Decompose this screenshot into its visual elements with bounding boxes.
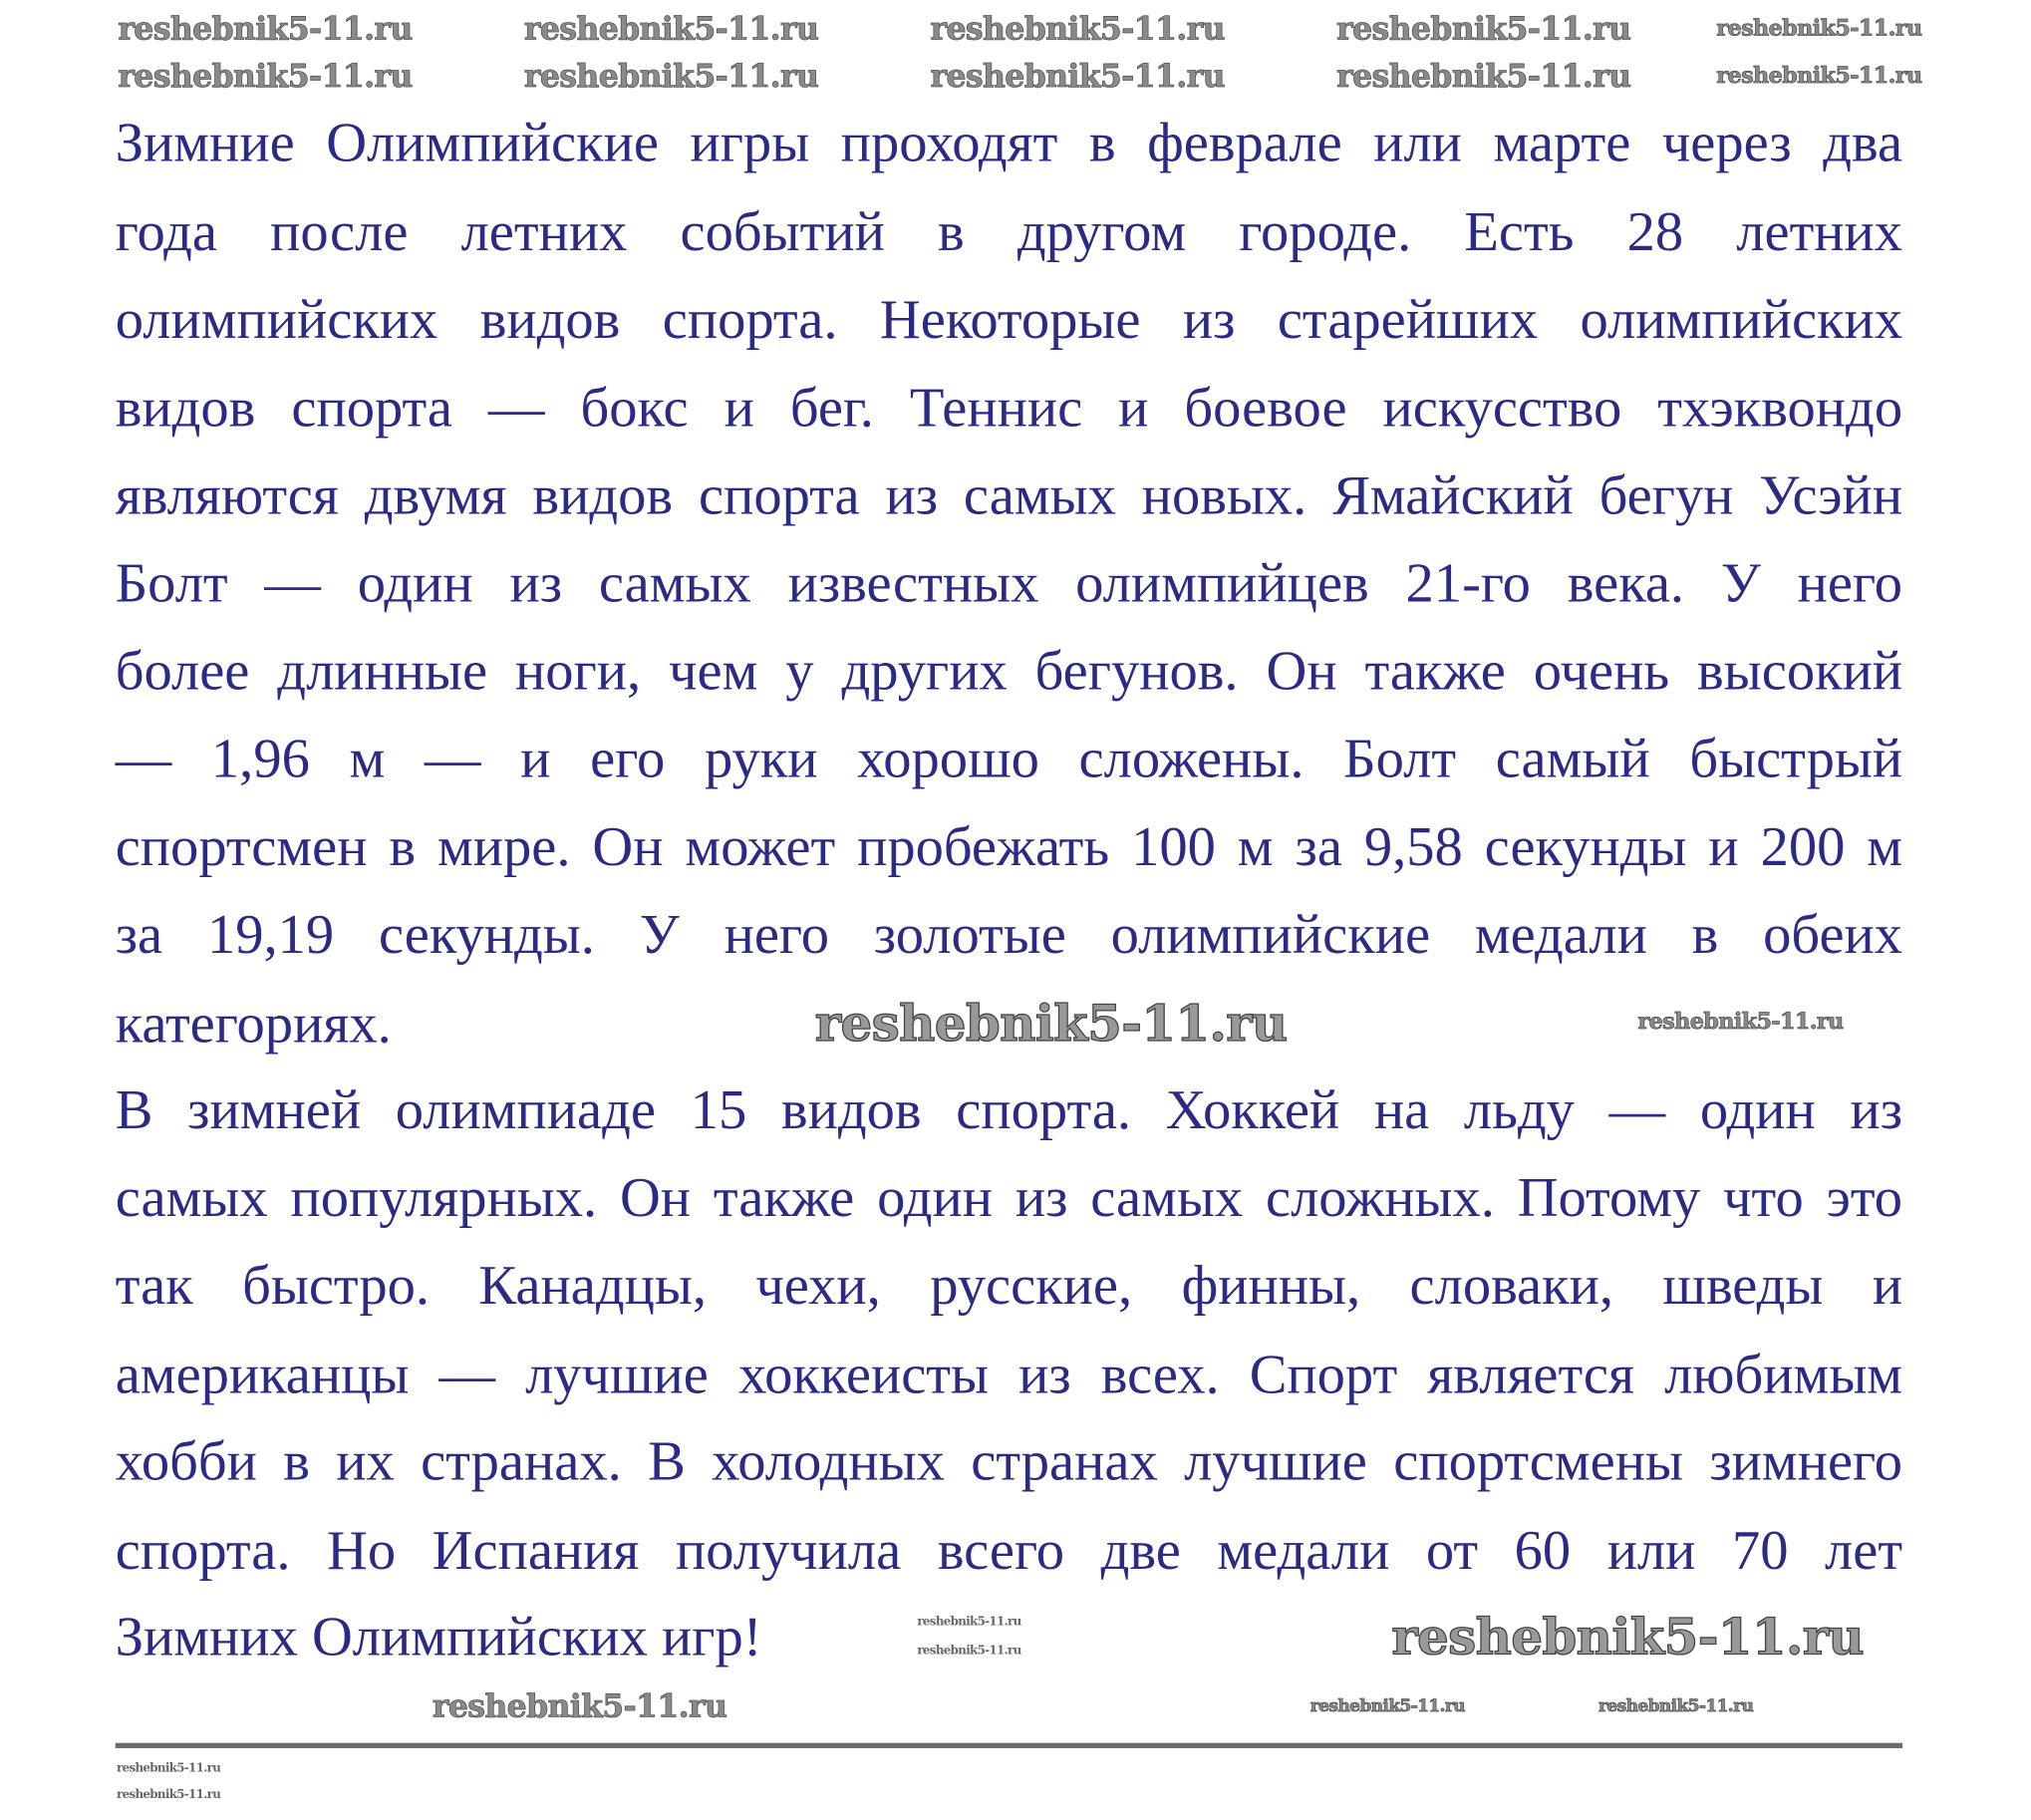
watermark: reshebnik5-11.ru	[432, 1686, 727, 1725]
text-line: — 1,96 м — и его руки хорошо сложены. Болт самый быстрый	[115, 729, 1903, 790]
text-line: являются двумя видов спорта из самых новых. Ямайский бегун Усэйн	[115, 464, 1903, 527]
text-line: за 19,19 секунды. У него золотые олимпийские медали в обеих	[115, 904, 1903, 967]
text-line: В зимней олимпиаде 15 видов спорта. Хоккей на льду — один из	[115, 1079, 1903, 1142]
text-line: хобби в их странах. В холодных странах лучшие спортсмены зимнего	[115, 1430, 1903, 1493]
text-line: так быстро. Канадцы, чехи, русские, финны, словаки, шведы и	[115, 1255, 1903, 1318]
text-line: года после летних событий в другом городе. Есть 28 летних	[115, 201, 1903, 264]
text-line: категориях.	[115, 993, 392, 1056]
text-line: спортсмен в мире. Он может пробежать 100 м за 9,58 секунды и 200 м	[115, 816, 1903, 878]
watermark: reshebnik5-11.ru	[523, 56, 819, 95]
horizontal-rule	[116, 1743, 1902, 1748]
watermark: reshebnik5-11.ru	[1716, 15, 1922, 43]
watermark: reshebnik5-11.ru	[1716, 63, 1922, 90]
watermark: reshebnik5-11.ru	[117, 1762, 221, 1776]
watermark: reshebnik5-11.ru	[523, 9, 819, 48]
watermark: reshebnik5-11.ru	[1637, 1009, 1844, 1036]
text-line: Зимние Олимпийские игры проходят в феврале или марте через два	[115, 113, 1903, 174]
text-line: самых популярных. Он также один из самых сложных. Потому что это	[115, 1167, 1903, 1230]
watermark: reshebnik5-11.ru	[118, 56, 413, 95]
watermark: reshebnik5-11.ru	[1598, 1696, 1754, 1717]
text-line: более длинные ноги, чем у других бегунов. Он также очень высокий	[115, 640, 1903, 703]
text-line: видов спорта — бокс и бег. Теннис и боевое искусство тхэквондо	[115, 377, 1903, 440]
watermark: reshebnik5-11.ru	[1336, 56, 1631, 95]
watermark: reshebnik5-11.ru	[917, 1645, 1021, 1659]
watermark: reshebnik5-11.ru	[1336, 9, 1631, 48]
watermark: reshebnik5-11.ru	[814, 993, 1288, 1053]
watermark: reshebnik5-11.ru	[930, 9, 1225, 48]
watermark: reshebnik5-11.ru	[118, 9, 413, 48]
text-line: Зимних Олимпийских игр!	[115, 1606, 762, 1668]
watermark: reshebnik5-11.ru	[1309, 1696, 1465, 1717]
text-line: олимпийских видов спорта. Некоторые из старейших олимпийских	[115, 289, 1903, 352]
watermark: reshebnik5-11.ru	[117, 1788, 221, 1802]
text-line: спорта. Но Испания получила всего две медали от 60 или 70 лет	[115, 1520, 1903, 1582]
text-line: американцы — лучшие хоккеисты из всех. Спорт является любимым	[115, 1344, 1903, 1406]
text-line: Болт — один из самых известных олимпийцев 21-го века. У него	[115, 552, 1903, 615]
watermark: reshebnik5-11.ru	[917, 1616, 1021, 1630]
watermark: reshebnik5-11.ru	[930, 56, 1225, 95]
watermark: reshebnik5-11.ru	[1391, 1606, 1865, 1667]
